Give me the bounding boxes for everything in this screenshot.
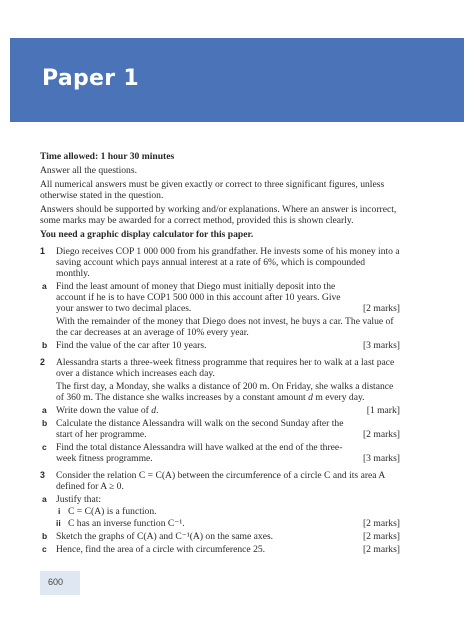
part-text: C has an inverse function C⁻¹. <box>68 518 185 529</box>
part-text: Justify that: <box>56 494 102 505</box>
calculator-note: You need a graphic display calculator for this paper. <box>40 229 254 240</box>
question-3a-ii <box>40 518 400 529</box>
question-1a <box>40 281 400 314</box>
part-label: a <box>42 281 47 291</box>
part-text: Find the least amount of money that Diego must initially deposit into the account if he is to have COP1 500 000 in this account after 10 years. Give your answer to two decimal places. <box>56 281 341 314</box>
question-text: Consider the relation C = C(A) between the circumference of a circle C and its area A defined for A ≥ 0. <box>56 470 385 492</box>
part-text: Sketch the graphs of C(A) and C⁻¹(A) on the same axes. <box>56 531 274 542</box>
question-1 <box>40 246 400 279</box>
marks: [2 marks] <box>362 544 400 555</box>
part-label: b <box>42 340 48 350</box>
part-text: Find the total distance Alessandra will have walked at the end of the three-week fitness programme. <box>56 442 343 464</box>
question-number: 2 <box>40 357 45 367</box>
question-2a <box>40 405 400 416</box>
question-3c <box>40 544 400 555</box>
variable-d: d <box>308 392 313 403</box>
question-2-context <box>40 381 400 403</box>
part-text: Write down the value of d. <box>56 405 159 416</box>
marks: [2 marks] <box>362 531 400 542</box>
question-2c <box>40 442 400 464</box>
part-label: a <box>42 405 47 415</box>
marks: [2 marks] <box>362 518 400 529</box>
page-number: 600 <box>48 577 64 587</box>
part-text: Hence, find the area of a circle with circumference 25. <box>56 544 266 555</box>
question-2 <box>40 357 400 379</box>
part-text: Calculate the distance Alessandra will walk on the second Sunday after the start of her programme. <box>56 418 344 440</box>
title-banner <box>10 38 464 122</box>
question-2b <box>40 418 400 440</box>
marks: [2 marks] <box>362 429 400 440</box>
page-number-box <box>40 571 80 595</box>
marks: [2 marks] <box>362 303 400 314</box>
part-label: b <box>42 531 48 541</box>
marks: [3 marks] <box>362 453 400 464</box>
instruction-2: All numerical answers must be given exactly or correct to three significant figures, unless otherwise stated in the question. <box>40 179 385 201</box>
part-text: C = C(A) is a function. <box>68 506 157 517</box>
time-allowed: Time allowed: 1 hour 30 minutes <box>40 151 175 162</box>
question-1-context <box>40 316 400 338</box>
page-title: Paper 1 <box>42 66 139 91</box>
question-1b <box>40 340 400 351</box>
part-label: ii <box>56 518 61 528</box>
instruction-1: Answer all the questions. <box>40 165 137 176</box>
part-label: b <box>42 418 48 428</box>
question-number: 3 <box>40 470 45 480</box>
exam-content <box>40 151 400 555</box>
part-label: i <box>58 506 61 516</box>
part-label: c <box>42 442 47 452</box>
instruction-3: Answers should be supported by working and/or explanations. Where an answer is incorrect, some marks may be awarded for a correct method, provided this is shown clearly. <box>40 204 397 226</box>
question-3 <box>40 470 400 492</box>
context-text: With the remainder of the money that Diego does not invest, he buys a car. The value of the car decreases at an average of 10% every year. <box>56 316 394 338</box>
context-text: The first day, a Monday, she walks a distance of 200 m. On Friday, she walks a distance of 360 m. The distance she walks increases by a constant amount d m every day. <box>56 381 394 403</box>
part-text: Find the value of the car after 10 years. <box>56 340 207 351</box>
question-number: 1 <box>40 246 45 256</box>
question-3b <box>40 531 400 542</box>
question-text: Diego receives COP 1 000 000 from his grandfather. He invests some of his money into a saving account which pays annual interest at a rate of 6%, which is compounded monthly. <box>56 246 400 279</box>
marks: [1 mark] <box>366 405 400 416</box>
part-label: c <box>42 544 47 554</box>
question-3a-i <box>40 506 400 517</box>
question-3a <box>40 494 400 505</box>
question-text: Alessandra starts a three-week fitness programme that requires her to walk at a last pace over a distance which increases each day. <box>56 357 395 379</box>
marks: [3 marks] <box>362 340 400 351</box>
part-label: a <box>42 494 47 504</box>
